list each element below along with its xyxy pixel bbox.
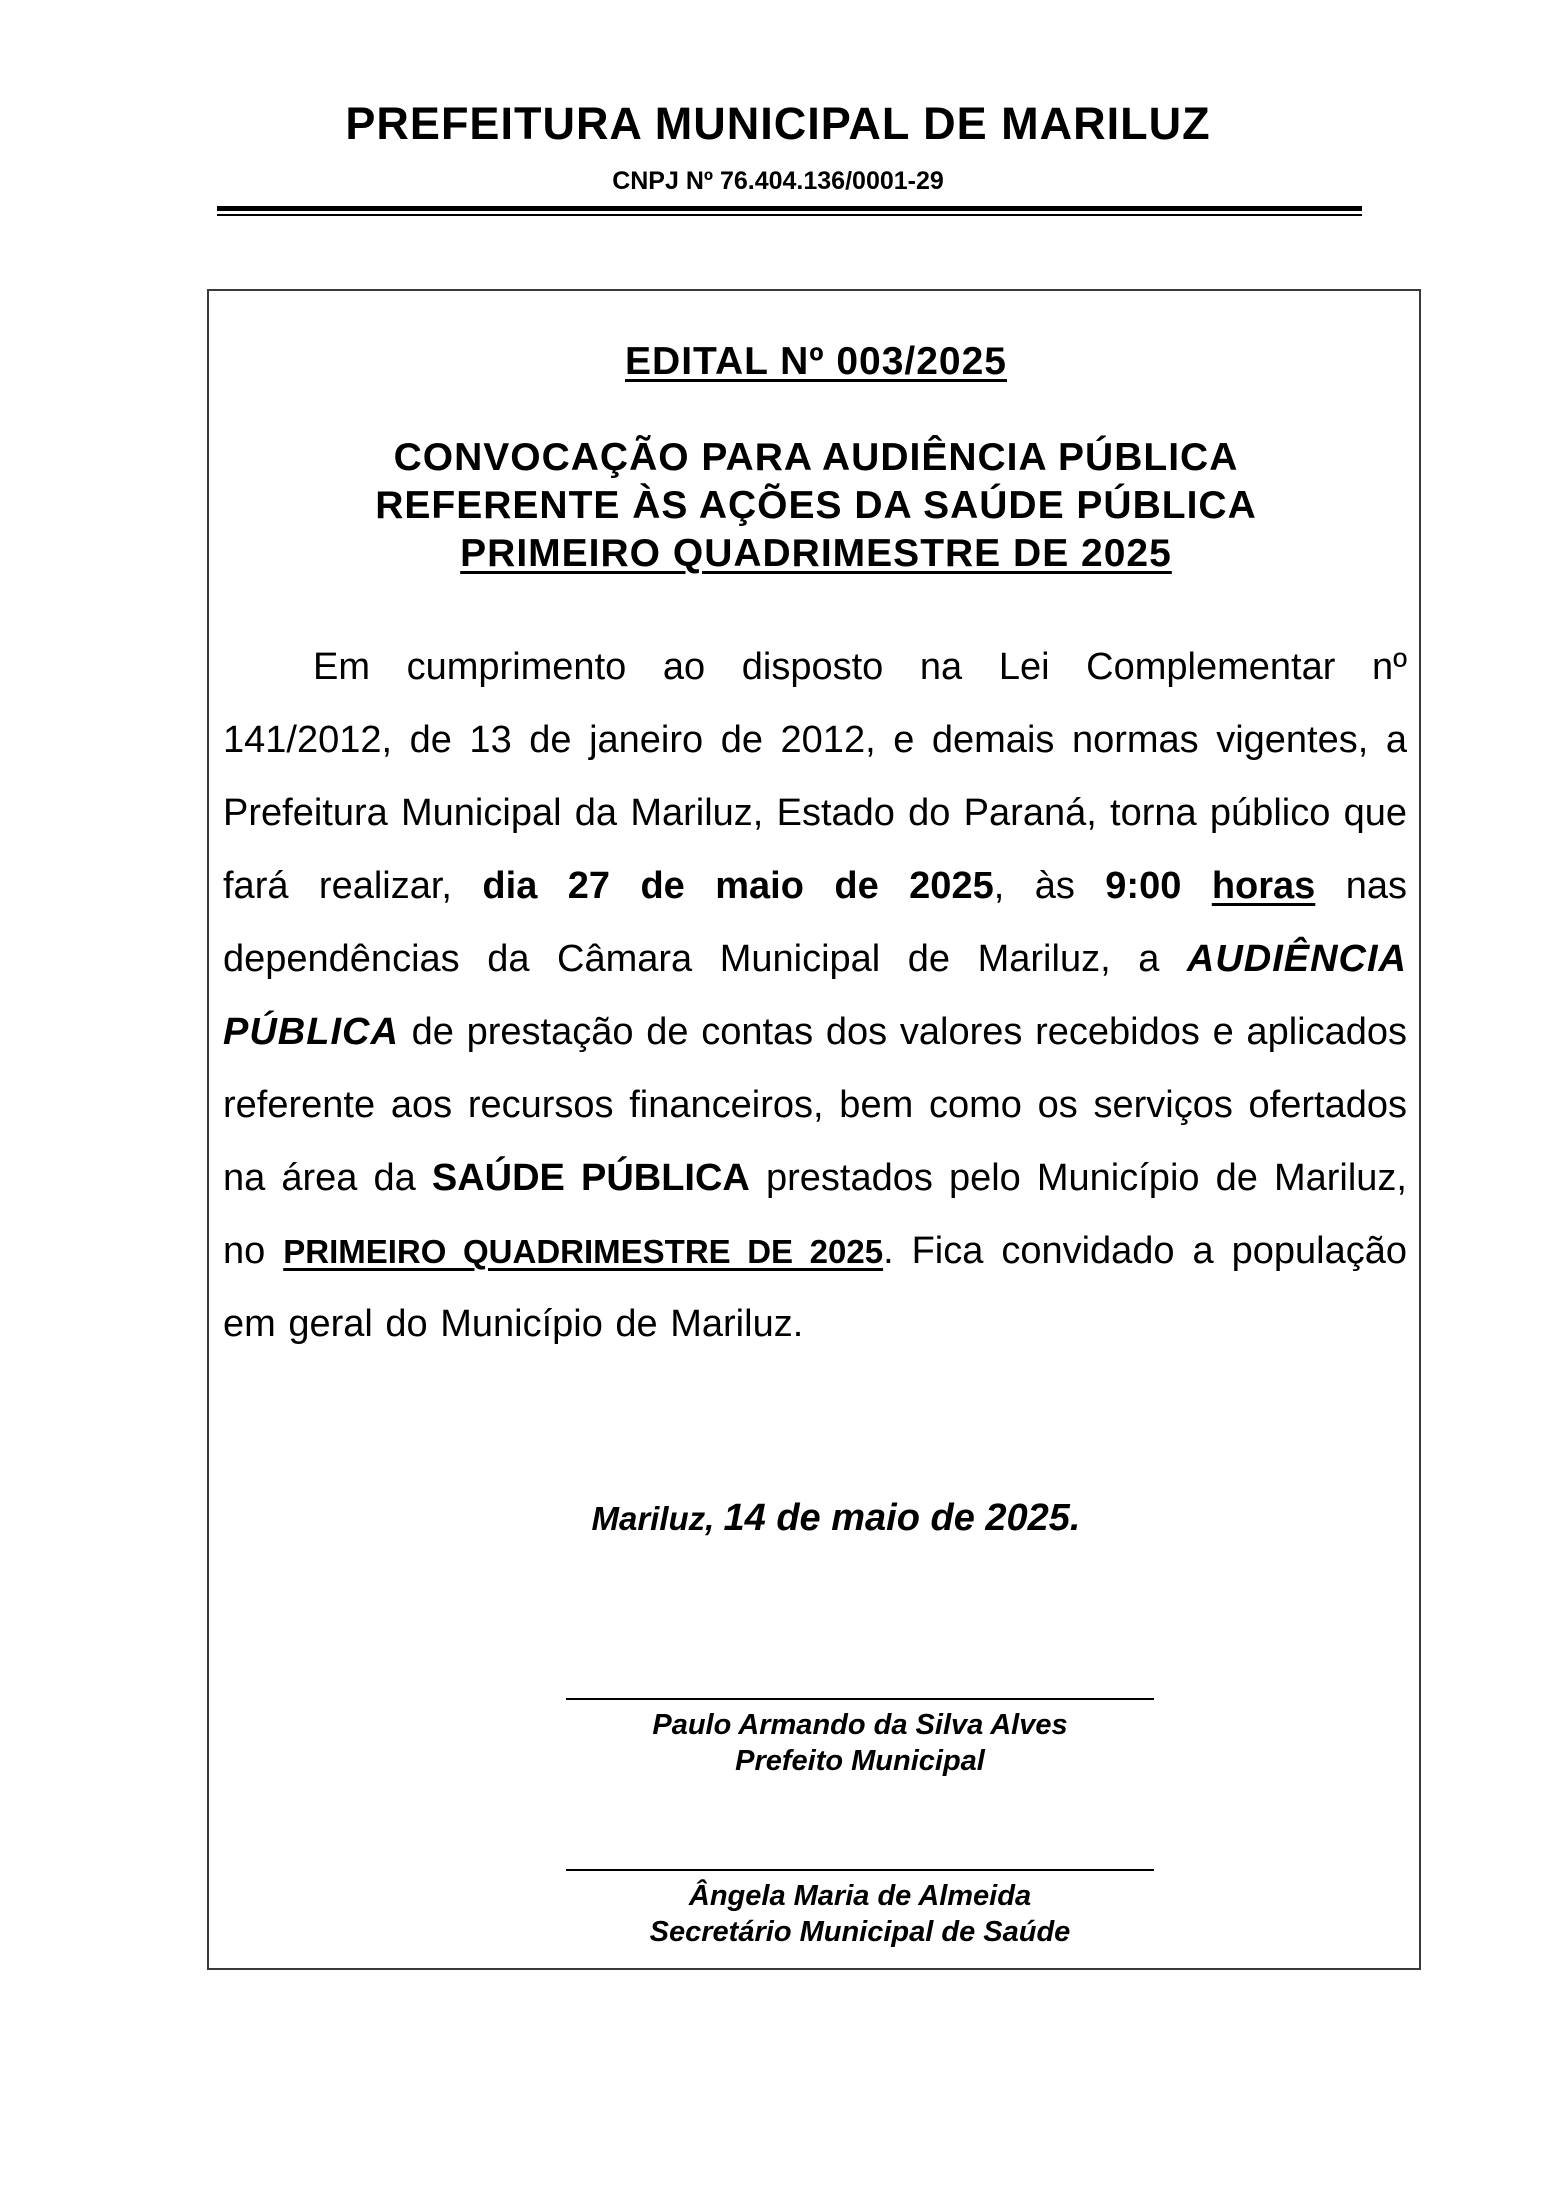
edital-subject — [209, 434, 1423, 578]
edital-body — [223, 631, 1407, 1361]
body-text-4: de prestação de contas dos valores recebidos e aplicados referente aos recursos financeiros, bem como os serviços ofertados na área da — [223, 1011, 1407, 1199]
signature-block-secretary — [566, 1869, 1154, 1950]
body-text-2: , às — [993, 865, 1106, 907]
quadrimestre: PRIMEIRO QUADRIMESTRE DE 2025 — [283, 1233, 884, 1270]
cnpj-line: CNPJ Nº 76.404.136/0001-29 — [612, 167, 944, 195]
signer-role: Secretário Municipal de Saúde — [649, 1916, 1071, 1948]
body-text-3: nas dependências da Câmara Municipal de Mariluz, a — [223, 865, 1408, 980]
signer-name: Ângela Maria de Almeida — [688, 1880, 1032, 1912]
header-divider-thin — [217, 214, 1362, 216]
body-text-5: prestados pelo Município de Mariluz, no — [223, 1157, 1407, 1272]
signature-line — [566, 1698, 1154, 1700]
edital-number: EDITAL Nº 003/2025 — [625, 340, 1007, 383]
audiencia-publica: AUDIÊNCIA PÚBLICA — [223, 938, 1407, 1053]
event-time: 9:00 — [1105, 865, 1182, 907]
closing-date-value: 14 de maio de 2025. — [723, 1497, 1081, 1539]
subject-line-1: CONVOCAÇÃO PARA AUDIÊNCIA PÚBLICA — [393, 436, 1239, 479]
subject-line-2: REFERENTE ÀS AÇÕES DA SAÚDE PÚBLICA — [375, 484, 1257, 527]
event-hours: horas — [1211, 865, 1316, 907]
page-title: PREFEITURA MUNICIPAL DE MARILUZ — [345, 98, 1211, 149]
body-text-1: Em cumprimento ao disposto na Lei Complementar nº 141/2012, de 13 de janeiro de 2012, e demais normas vigentes, a Prefeitura Municipal da Mariluz, Estado do Paraná, torna público que fará realizar, — [223, 646, 1407, 907]
edital-frame — [207, 289, 1421, 1970]
header-divider — [217, 206, 1362, 211]
closing-city: Mariluz, — [591, 1500, 724, 1537]
closing-date — [209, 1497, 1423, 1540]
signature-line — [566, 1869, 1154, 1871]
signer-role: Prefeito Municipal — [735, 1745, 985, 1777]
body-text-6: . Fica convidado a população em geral do Município de Mariluz. — [223, 1230, 1407, 1345]
subject-line-3: PRIMEIRO QUADRIMESTRE DE 2025 — [460, 532, 1172, 575]
event-date: dia 27 de maio de 2025 — [482, 865, 994, 907]
signer-name: Paulo Armando da Silva Alves — [652, 1709, 1068, 1741]
signature-block-mayor — [566, 1698, 1154, 1779]
saude-publica: SAÚDE PÚBLICA — [431, 1157, 750, 1199]
